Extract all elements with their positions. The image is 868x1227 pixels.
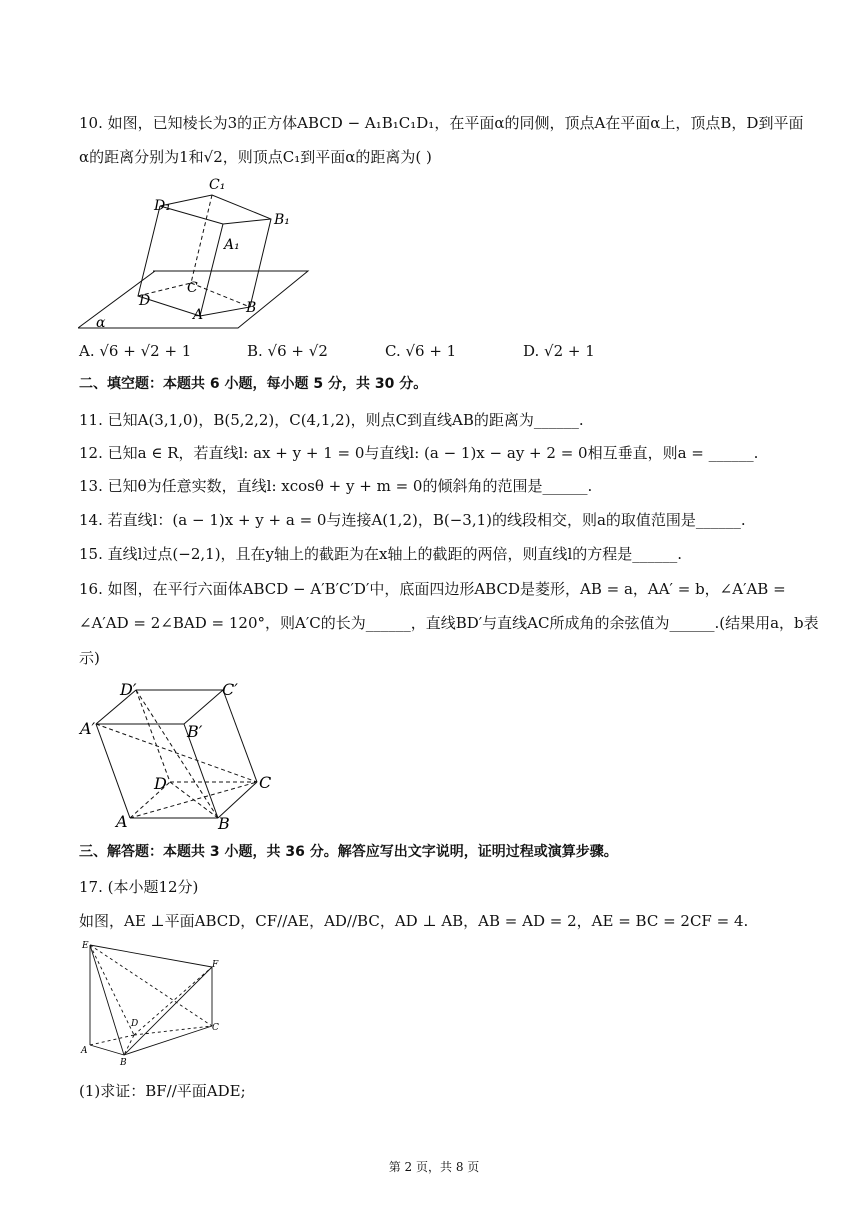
label-a1: A′ bbox=[80, 719, 96, 738]
q10-option-d: D. √2 + 1 bbox=[523, 342, 595, 360]
label-c1: C₁ bbox=[209, 177, 226, 193]
label-c: C bbox=[187, 280, 198, 296]
edge-b1c1 bbox=[184, 690, 223, 724]
label-b: B bbox=[246, 300, 257, 316]
section2-title: 二、填空题：本题共 6 小题，每小题 5 分，共 30 分。 bbox=[79, 376, 428, 392]
q10-line2: α的距离分别为1和√2，则顶点C₁到平面α的距离为( ) bbox=[79, 148, 432, 166]
edge-ef bbox=[90, 945, 212, 967]
q16-line3: 示) bbox=[79, 649, 100, 667]
diag-bd1 bbox=[136, 690, 218, 818]
label-d1: D′ bbox=[120, 680, 137, 699]
q17-stem: 如图，AE ⊥平面ABCD，CF//AE，AD//BC，AD ⊥ AB，AB = AD = 2，AE = BC = 2CF = 4. bbox=[79, 912, 749, 930]
q12-text: 12. 已知a ∈ R，若直线l: ax + y + 1 = 0与直线l: (a − 1)x − ay + 2 = 0相互垂直，则a = ______. bbox=[79, 444, 759, 462]
q15-text: 15. 直线l过点(−2,1)，且在y轴上的截距为在x轴上的截距的两倍，则直线l的方程是______. bbox=[79, 545, 683, 563]
edge-a1a bbox=[96, 724, 130, 818]
edge-eb bbox=[90, 945, 124, 1055]
q17-head: 17. (本小题12分) bbox=[79, 878, 199, 896]
edge-fb bbox=[124, 967, 212, 1055]
label-d1: D₁ bbox=[154, 198, 171, 214]
q10-option-a: A. √6 + √2 + 1 bbox=[79, 342, 192, 360]
edge-ed bbox=[90, 945, 134, 1035]
diag-bd bbox=[170, 782, 218, 818]
label-b1: B₁ bbox=[274, 212, 290, 228]
page-footer: 第 2 页，共 8 页 bbox=[388, 1160, 480, 1174]
edge-ad bbox=[90, 1035, 134, 1045]
label-c: C bbox=[212, 1023, 219, 1033]
cube-figure bbox=[78, 172, 318, 338]
q13-text: 13. 已知θ为任意实数，直线l: xcosθ + y + m = 0的倾斜角的范围是______. bbox=[79, 477, 593, 495]
label-f: F bbox=[212, 960, 219, 970]
label-a: A bbox=[193, 307, 204, 323]
q16-line2: ∠A′AD = 2∠BAD = 120°，则A′C的长为______，直线BD′与直线AC所成角的余弦值为______.(结果用a，b表 bbox=[79, 614, 819, 632]
label-d: D bbox=[154, 774, 167, 793]
label-a: A bbox=[81, 1046, 88, 1056]
label-e: E bbox=[82, 941, 89, 951]
q14-text: 14. 若直线l：(a − 1)x + y + a = 0与连接A(1,2)，B(−3,1)的线段相交，则a的取值范围是______. bbox=[79, 511, 746, 529]
edge-bc bbox=[124, 1026, 212, 1055]
diag-a1c bbox=[96, 724, 257, 782]
edge-c1c bbox=[223, 690, 257, 782]
label-c1: C′ bbox=[222, 680, 238, 699]
label-c: C bbox=[259, 773, 272, 792]
edge-cb bbox=[191, 283, 250, 307]
edge-a1b1 bbox=[223, 219, 271, 224]
q11-text: 11. 已知A(3,1,0)，B(5,2,2)，C(4,1,2)，则点C到直线AB的距离为______. bbox=[79, 411, 584, 429]
label-a: A bbox=[116, 812, 128, 831]
q10-option-b: B. √6 + √2 bbox=[247, 342, 328, 360]
label-b1: B′ bbox=[187, 722, 203, 741]
edge-d1d bbox=[136, 690, 170, 782]
q16-line1: 16. 如图，在平行六面体ABCD − A′B′C′D′中，底面四边形ABCD是菱形，AB = a，AA′ = b，∠A′AB = bbox=[79, 580, 786, 598]
label-a1: A₁ bbox=[224, 237, 240, 253]
solid-figure bbox=[78, 937, 228, 1076]
q17-part1: (1)求证：BF//平面ADE; bbox=[79, 1082, 246, 1100]
edge-bc bbox=[218, 782, 257, 818]
edge-a1a bbox=[200, 224, 223, 316]
edge-c1c bbox=[191, 195, 212, 283]
label-d: D bbox=[139, 293, 151, 309]
label-d: D bbox=[131, 1019, 139, 1029]
label-b: B bbox=[120, 1058, 127, 1068]
parallelepiped-figure bbox=[78, 676, 278, 840]
section3-title: 三、解答题：本题共 3 小题，共 36 分。解答应写出文字说明，证明过程或演算步骤。 bbox=[79, 844, 618, 860]
q10-option-c: C. √6 + 1 bbox=[385, 342, 457, 360]
q10-line1: 10. 如图，已知棱长为3的正方体ABCD − A₁B₁C₁D₁，在平面α的同侧，顶点A在平面α上，顶点B，D到平面 bbox=[79, 114, 804, 132]
label-alpha: α bbox=[96, 315, 106, 331]
label-b: B bbox=[218, 814, 230, 833]
edge-df bbox=[134, 967, 212, 1035]
edge-ab bbox=[90, 1045, 124, 1055]
